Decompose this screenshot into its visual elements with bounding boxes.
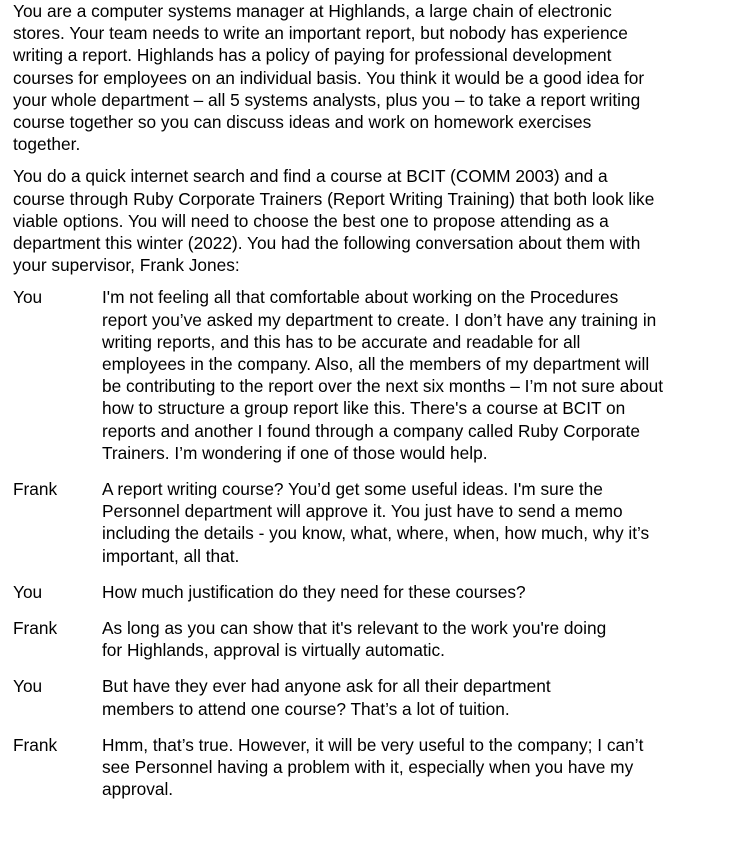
text-line: As long as you can show that it's relevant to the work you're doing (102, 618, 607, 639)
text-line: But have they ever had anyone ask for all their department (102, 676, 551, 697)
dialogue-turn (13, 286, 721, 464)
dialogue-text (102, 286, 721, 464)
text-line: courses for employees on an individual basis. You think it would be a good idea for (13, 67, 645, 88)
text-line: Trainers. I’m wondering if one of those would help. (102, 442, 488, 463)
text-line: viable options. You will need to choose the best one to propose attending as a (13, 210, 609, 231)
speaker-label: You (13, 581, 43, 602)
text-line: report you’ve asked my department to create. I don’t have any training in (102, 309, 657, 330)
text-line: see Personnel having a problem with it, especially when you have my (102, 757, 634, 778)
text-line: your supervisor, Frank Jones: (13, 255, 240, 276)
dialogue-text (102, 675, 721, 719)
text-line: be contributing to the report over the next six months – I’m not sure about (102, 376, 663, 397)
dialogue (13, 286, 721, 800)
intro-paragraph-1 (13, 0, 721, 155)
text-line: You do a quick internet search and find a course at BCIT (COMM 2003) and a (13, 166, 608, 187)
text-line: Personnel department will approve it. You just have to send a memo (102, 501, 623, 522)
dialogue-text (102, 617, 721, 661)
text-line: Hmm, that’s true. However, it will be very useful to the company; I can’t (102, 734, 644, 755)
speaker-label: Frank (13, 618, 58, 639)
text-line: members to attend one course? That’s a lot of tuition. (102, 698, 510, 719)
text-line: writing reports, and this has to be accurate and readable for all (102, 331, 581, 352)
dialogue-turn (13, 734, 721, 801)
text-line: approval. (102, 779, 174, 800)
text-line: course through Ruby Corporate Trainers (Report Writing Training) that both look like (13, 188, 655, 209)
text-line: A report writing course? You’d get some useful ideas. I'm sure the (102, 479, 603, 500)
text-line: department this winter (2022). You had the following conversation about them with (13, 233, 641, 254)
text-line: how to structure a group report like this. There's a course at BCIT on (102, 398, 626, 419)
text-line: your whole department – all 5 systems analysts, plus you – to take a report writing (13, 89, 641, 110)
speaker-label: Frank (13, 734, 58, 755)
text-line: including the details - you know, what, where, when, how much, why it’s (102, 523, 650, 544)
dialogue-turn (13, 478, 721, 567)
intro-paragraph-2 (13, 165, 721, 276)
text-line: together. (13, 134, 81, 155)
text-line: How much justification do they need for these courses? (102, 581, 526, 602)
speaker-label: You (13, 676, 43, 697)
dialogue-turn (13, 675, 721, 719)
text-line: important, all that. (102, 545, 240, 566)
dialogue-text (102, 734, 721, 801)
dialogue-turn (13, 581, 721, 603)
text-line: reports and another I found through a company called Ruby Corporate (102, 420, 640, 441)
text-line: stores. Your team needs to write an important report, but nobody has experience (13, 23, 628, 44)
dialogue-turn (13, 617, 721, 661)
speaker-label: Frank (13, 479, 58, 500)
text-line: employees in the company. Also, all the members of my department will (102, 354, 650, 375)
text-line: course together so you can discuss ideas and work on homework exercises (13, 112, 592, 133)
text-line: for Highlands, approval is virtually automatic. (102, 640, 445, 661)
text-line: writing a report. Highlands has a policy of paying for professional development (13, 45, 612, 66)
text-line: I'm not feeling all that comfortable about working on the Procedures (102, 287, 619, 308)
text-line: You are a computer systems manager at Highlands, a large chain of electronic (13, 1, 612, 21)
dialogue-text (102, 478, 721, 567)
speaker-label: You (13, 287, 43, 308)
dialogue-text (102, 581, 721, 603)
